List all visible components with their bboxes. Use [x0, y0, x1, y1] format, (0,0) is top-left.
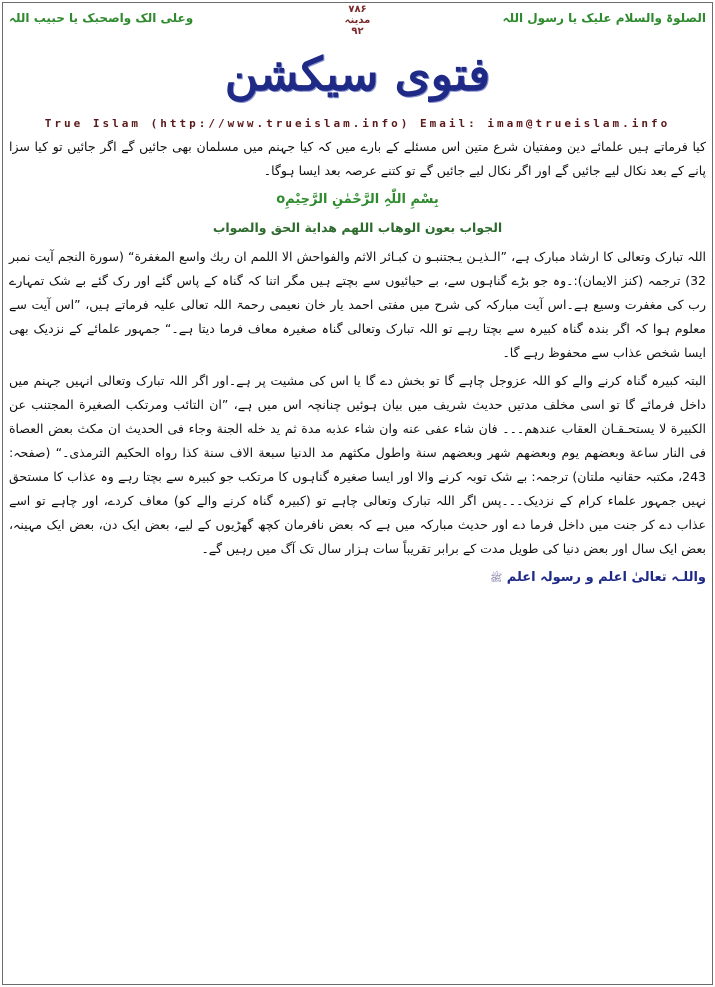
- madina-badge: [345, 4, 371, 37]
- fatwa-content: [9, 135, 706, 592]
- bismillah: بِسْمِ اللّٰہِ الرَّحْمٰنِ الرَّحِیْمِo: [276, 192, 439, 207]
- closing-line: [9, 565, 706, 592]
- answer-paragraph-1: اللہ تبارک وتعالی کا ارشاد مبارک ہے، ”الـذيـن يـجتنبـو ن كبـائر الاثم والفواحش الا اللمم ان ربك واسع المغفرة“ (سورة النجم آیت نمبر 32) ترجمہ (کنز الایمان):۔وہ جو بڑے گناہوں سے، بے حیائیوں سے بچتے ہیں مگر اتنا کہ گناہ کے پاس گئے اور رک گئے بے شک تمہارے رب کی مغفرت وسیع ہے۔اس آیت مبارکہ کی شرح میں مفتی احمد یار خان نعیمی رحمۃ اللہ تعالی علیہ فرماتے ہیں، ”اس آیت سے معلوم ہوا کہ اگر بندہ گناہ کبیرہ سے بچتا رہے تو اللہ تبارک وتعالی گناہ صغیرہ معاف فرما دیتا ہے۔“ جمہور علمائے کے نزدیک بھی ایسا شخص عذاب سے محفوظ رہے گا۔: [9, 249, 706, 360]
- badge-word: مدینہ: [344, 15, 371, 26]
- salutation-left: وعلی الک واصحبک یا حبیب اللہ: [9, 11, 194, 25]
- page-header: [3, 3, 712, 39]
- question-text: کیا فرماتے ہیں علمائے دین ومفتیان شرع متین اس مسئلے کے بارے میں کہ کیا جہنم میں مسلمان بھی جائیں گے اگر جائیں تو کیا سزا پانے کے بعد نکال لیے جائیں گے اور اگر نکال لیے جائیں گے تو کتنے عرصہ بعد ایسا ہوگا۔: [9, 139, 706, 178]
- fatwa-page: [2, 2, 713, 985]
- salutation-right: الصلوۃ والسلام علیک یا رسول اللہ: [502, 11, 706, 25]
- closing-text: واللـہ تعالیٰ اعلم و رسولہ اعلم: [506, 570, 706, 585]
- site-contact-line: True Islam (http://www.trueislam.info) Email: imam@trueislam.info: [44, 117, 671, 130]
- badge-number-bottom: ۹۲: [351, 26, 364, 37]
- answer-paragraph-2: البتہ کبیرہ گناہ کرنے والے کو اللہ عزوجل چاہے گا تو بخش دے گا یا اس کی مشیت پر ہے۔اور اگر اللہ تبارک وتعالی انہیں جہنم میں داخل فرمائے گا تو اسی مخلف مدتیں حدیث شریف میں بیان ہوئیں چنانچہ اس میں ہے، ”ان التائب ومرتكب الصغيرة المجتنب عن الكبيرة لا يستحـقـان العقاب عندهم۔۔۔ فان شاء عفى عنه وان شاء عذبه مدة ثم يد خله الجنة وجاء فى الحديث ان مكث بعض العصاة فى النار ساعة وبعضهم يوم وبعضهم شهر وبعضهم سنة واطول مكثهم مد الدنيا سبعة الاف سنة كذا رواه الحكيم الترمذى۔“ (صفحہ: 243، مکتبہ حقانیہ ملتان) ترجمہ: بے شک توبہ کرنے والا اور ایسا صغیرہ گناہوں کا مرتکب جو کبیرہ سے بچتا رہے وہ عذاب کا مستحق نہیں جمہور علماء کرام کے نزدیک۔۔۔پس اگر اللہ تبارک وتعالی چاہے تو (کبیرہ گناہ کرنے والے کو) معاف کردے، اور چاہے تو اسے عذاب دے کر جنت میں داخل فرما دے اور حدیث مبارکہ میں ہے کہ بعض نافرمان کچھ گھڑیوں کے لیے، بعض ایک دن، بعض ایک مہینہ، بعض ایک سال اور بعض دنیا کی طویل مدت کے برابر تقریباً سات ہزار سال تک آگ میں رہیں گے۔: [9, 373, 706, 556]
- page-title: فتوی سیکشن: [224, 47, 491, 101]
- answer-heading: الجواب بعون الوهاب اللهم هداية الحق والصواب: [212, 220, 503, 235]
- badge-number-top: ۷۸۶: [348, 4, 367, 15]
- honorific-glyph: ﷺ: [490, 573, 503, 584]
